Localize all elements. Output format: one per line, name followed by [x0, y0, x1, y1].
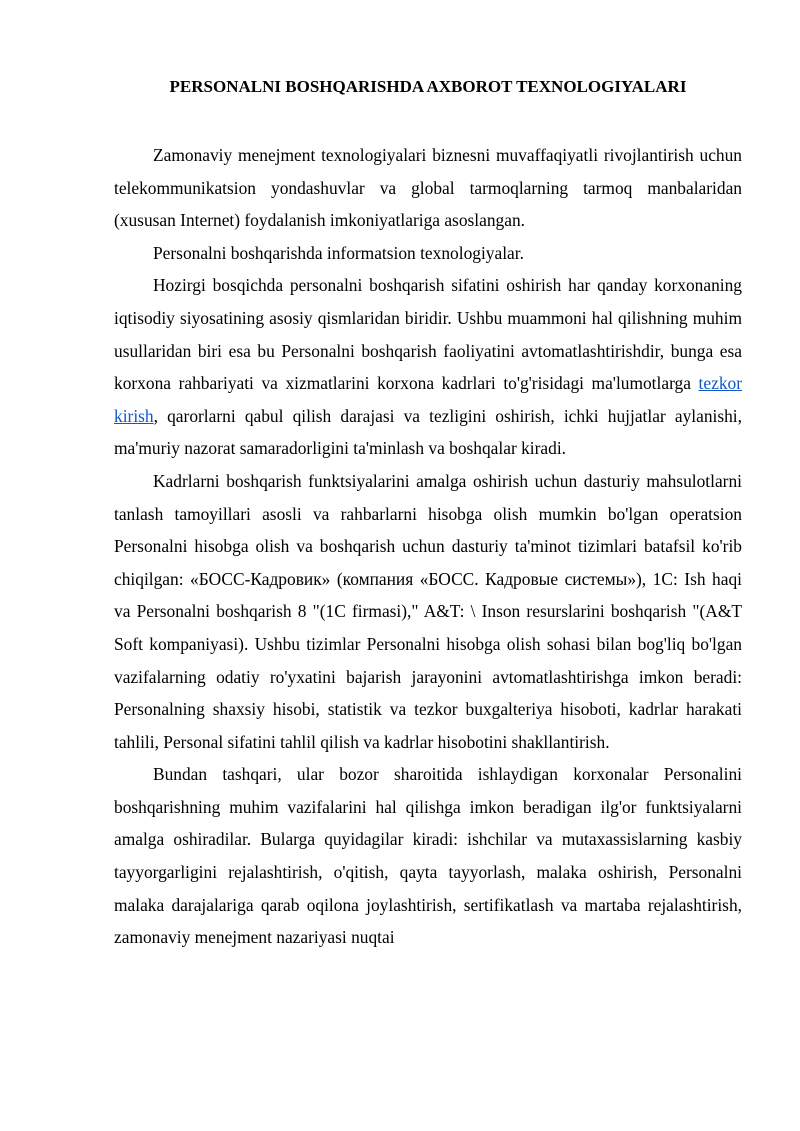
paragraph-3-text-after-link: , qarorlarni qabul qilish darajasi va tezligini oshirish, ichki hujjatlar aylanishi, ma'muriy nazorat samaradorligini ta'minlash va boshqalar kiradi. [114, 405, 742, 459]
paragraph-1: Zamonaviy menejment texnologiyalari biznesni muvaffaqiyatli rivojlantirish uchun telekommunikatsion yondashuvlar va global tarmoqlarning tarmoq manbalaridan (xususan Internet) foydalanish imkoniyatlariga asoslangan. [114, 145, 742, 231]
tezkor-kirish-link[interactable]: tezkor kirish [114, 373, 742, 426]
paragraph-2: Personalni boshqarishda informatsion texnologiyalar. [153, 242, 524, 263]
paragraph-4: Kadrlarni boshqarish funktsiyalarini amalga oshirish uchun dasturiy mahsulotlarni tanlash tamoyillari asosli va rahbarlarni hisobga olish mumkin bo'lgan operatsion Personalni hisobga olish va boshqarish uchun dasturiy ta'minot tizimlari batafsil ko'rib chiqilgan: «БОСС-Кадровик» (компания «БОСС. Кадровые системы»), 1C: Ish haqi va Personalni boshqarish 8 "(1C firmasi)," A&T: \ Inson resurslarini boshqarish "(A&T Soft kompaniyasi). Ushbu tizimlar Personalni hisobga olish sohasi bilan bog'liq bo'lgan vazifalarning odatiy ro'yxatini bajarish jarayonini avtomatlashtirishga imkon beradi: Personalning shaxsiy hisobi, statistik va tezkor buxgalteriya hisoboti, kadrlar harakati tahlili, Personal sifatini tahlil qilish va kadrlar hisobotini shakllantirish. [114, 470, 742, 752]
paragraph-5: Bundan tashqari, ular bozor sharoitida ishlaydigan korxonalar Personalini boshqarishning muhim vazifalarini hal qilishga imkon beradigan ilg'or funktsiyalarni amalga oshiradilar. Bularga quyidagilar kiradi: ishchilar va mutaxassislarning kasbiy tayyorgarligini rejalashtirish, o'qitish, qayta tayyorlash, malaka oshirish, Personalni malaka darajalariga qarab oqilona joylashtirish, sertifikatlash va martaba rejalashtirish, zamonaviy menejment nazariyasi nuqtai [114, 764, 742, 948]
document-title: PERSONALNI BOSHQARISHDA AXBOROT TEXNOLOGIYALARI [169, 77, 687, 96]
paragraph-3 [114, 269, 742, 465]
paragraph-3-text-before-link: Hozirgi bosqichda personalni boshqarish sifatini oshirish har qanday korxonaning iqtisodiy siyosatining asosiy qismlaridan biridir. Ushbu muammoni hal qilishning muhim usullaridan biri esa bu Personalni boshqarish faoliyatini avtomatlashtirishdir, bunga esa korxona rahbariyati va xizmatlarini korxona kadrlari to'g'risidagi ma'lumotlarga [114, 275, 742, 394]
document-body [114, 139, 742, 954]
